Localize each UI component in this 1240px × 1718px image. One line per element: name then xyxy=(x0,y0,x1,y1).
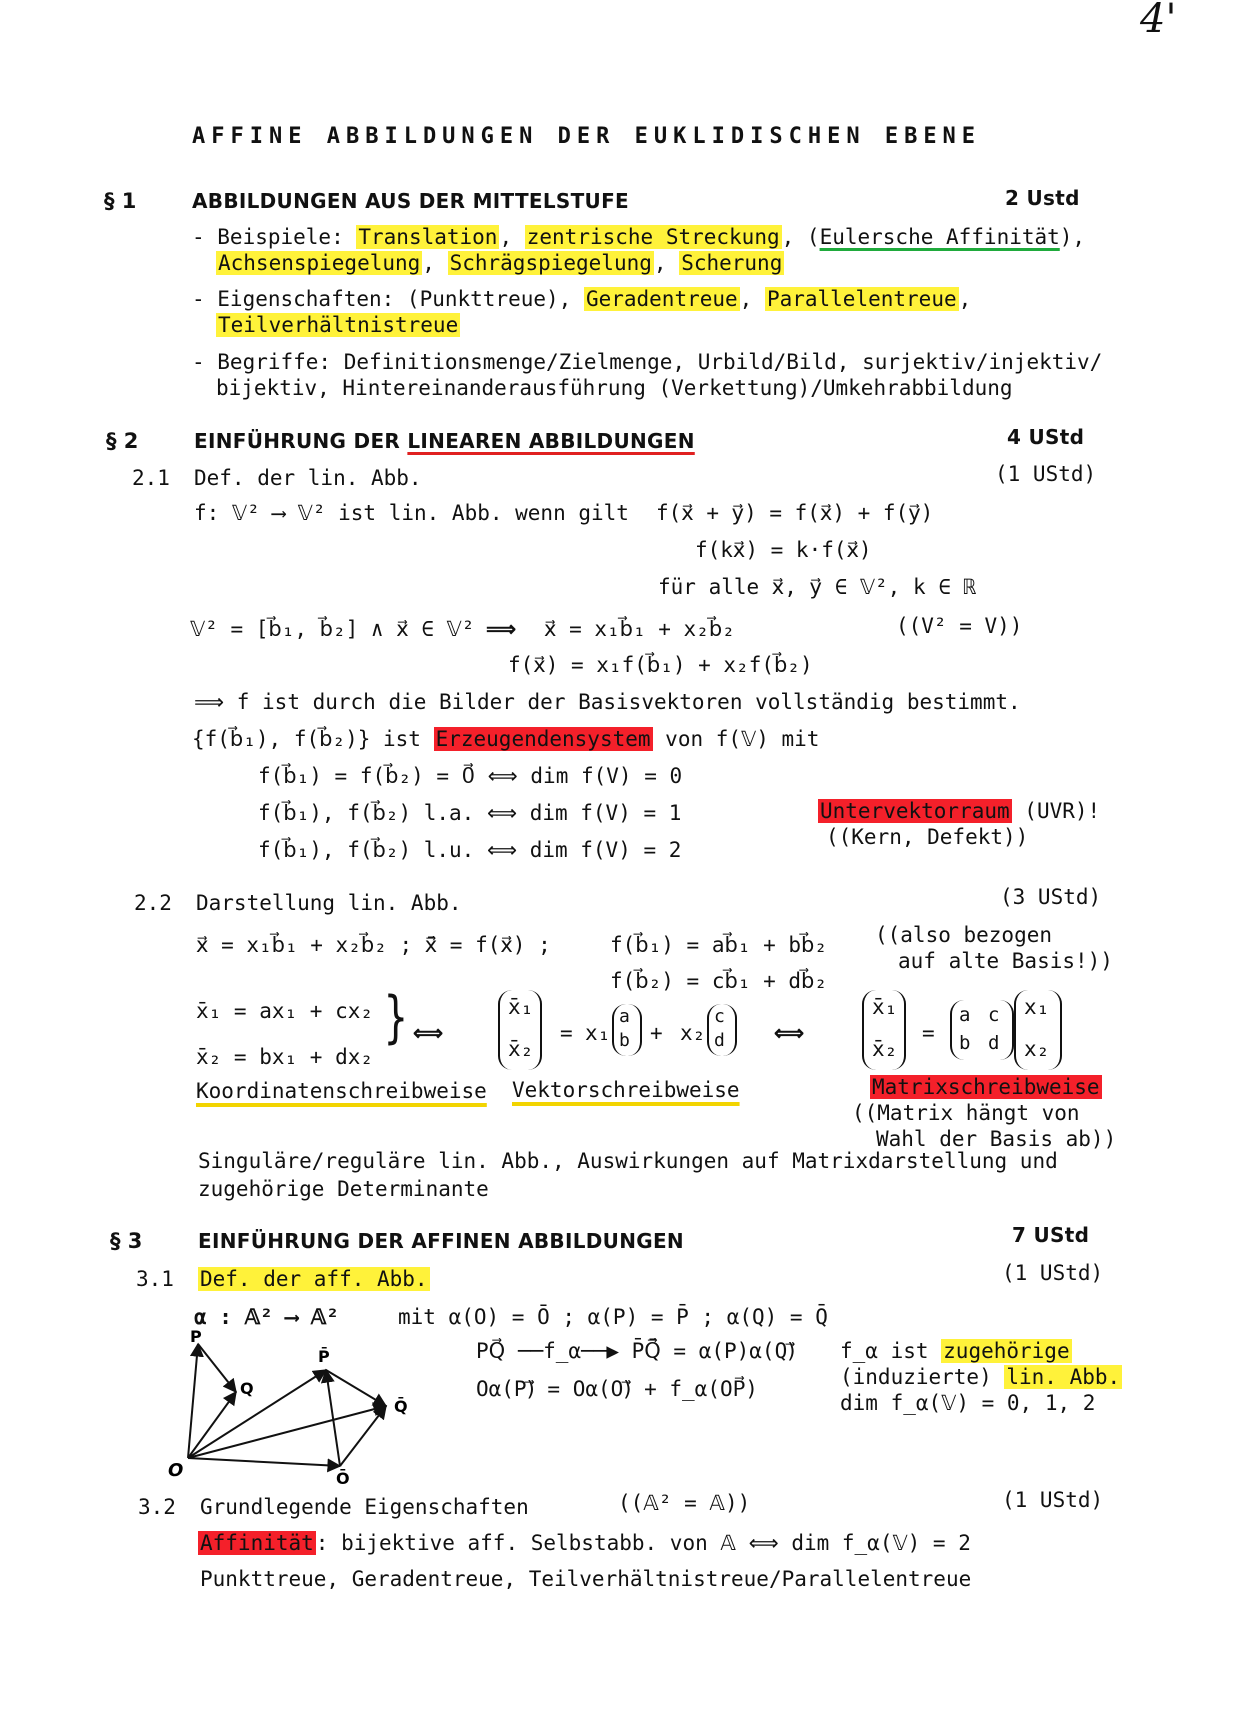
basis-expansion: x⃗ = x₁b⃗₁ + x₂b⃗₂ xyxy=(544,617,735,641)
lineare-abbildungen-term: LINEAREN ABBILDUNGEN xyxy=(407,429,695,453)
vector-op xyxy=(188,1344,198,1458)
label-obar: Ō xyxy=(336,1469,350,1486)
geradentreue-term: Geradentreue xyxy=(585,287,738,311)
induced-map-line1 xyxy=(840,1338,1072,1364)
affine-properties: Punkttreue, Geradentreue, Teilverhältnistreue/Parallelentreue xyxy=(200,1567,972,1591)
parallelentreue-term: Parallelentreue xyxy=(766,287,957,311)
vector-coef-x1: x₁ xyxy=(585,1021,611,1045)
section-1-hours: 2 Ustd xyxy=(1005,186,1080,210)
induced-map-line2 xyxy=(840,1364,1122,1390)
image-of-b1: f(b⃗₁) = ab⃗₁ + bb⃗₂ xyxy=(610,933,827,957)
basis-statement: 𝕍² = [b⃗₁, b⃗₂] ∧ x⃗ ∈ 𝕍² xyxy=(190,617,475,641)
matrix-lhs-1: x̄₁ xyxy=(872,995,898,1019)
matrix-basis-note-1: ((Matrix hängt von xyxy=(852,1101,1080,1125)
affine-map-signature: α : 𝔸² ⟶ 𝔸² xyxy=(194,1305,339,1329)
separator: , xyxy=(958,287,972,311)
vector-plus: + xyxy=(650,1021,663,1045)
subsection-2-2-number: 2.2 xyxy=(134,891,172,915)
dim-case-0: f(b⃗₁) = f(b⃗₂) = 0⃗ ⟺ dim f(V) = 0 xyxy=(258,764,683,788)
vector-c: c xyxy=(714,1006,725,1027)
s1-terms-line2: bijektiv, Hintereinanderausführung (Verkettung)/Umkehrabbildung xyxy=(216,376,1013,400)
affinity-definition-text: : bijektive aff. Selbstabb. von 𝔸 ⟺ dim f_α(𝕍) = 2 xyxy=(315,1531,971,1555)
matrix-lhs-2: x̄₂ xyxy=(872,1037,898,1061)
properties-prefix: - Eigenschaften: (Punkttreue), xyxy=(192,287,584,311)
generating-suffix: von f(𝕍) mit xyxy=(652,727,820,751)
induziert-term: (induzierte) xyxy=(840,1365,1005,1389)
linear-map-definition: f: 𝕍² ⟶ 𝕍² ist lin. Abb. wenn gilt xyxy=(194,501,629,525)
vector-xbar xyxy=(498,990,542,1070)
label-koordinatenschreibweise xyxy=(196,1078,487,1104)
section-2-hours: 4 UStd xyxy=(1007,425,1085,449)
section-2-heading-prefix: EINFÜHRUNG DER xyxy=(194,429,408,453)
translation-term: Translation xyxy=(358,225,498,249)
vector-o-pbar xyxy=(188,1370,326,1458)
matrix-abcd xyxy=(950,1000,1014,1060)
s1-properties-line1 xyxy=(192,286,971,312)
vektor-term: Vektorschreibweise xyxy=(512,1078,740,1102)
basis-reference-note-1: ((also bezogen xyxy=(875,923,1053,947)
singular-regular-line2: zugehörige Determinante xyxy=(198,1177,489,1201)
subsection-2-2-heading: Darstellung lin. Abb. xyxy=(196,891,462,915)
matrix-term: Matrixschreibweise xyxy=(872,1075,1100,1099)
homogeneity-equation: f(kx⃗) = k·f(x⃗) xyxy=(695,538,872,562)
streckung-term: zentrische Streckung xyxy=(526,225,780,249)
affinitaet-term: Affinität xyxy=(200,1531,314,1555)
vector-obar-qbar xyxy=(340,1406,386,1466)
coordinate-eq-1: x̄₁ = ax₁ + cx₂ xyxy=(196,999,374,1023)
vector-equals: = xyxy=(560,1021,573,1045)
generating-system-line xyxy=(192,726,819,752)
separator: ), xyxy=(1059,225,1086,249)
section-1-heading: ABBILDUNGEN AUS DER MITTELSTUFE xyxy=(192,189,630,213)
induced-prefix: f_α ist xyxy=(840,1339,942,1363)
lin-abb-term: lin. Abb. xyxy=(1006,1365,1121,1389)
generating-prefix: {f(b⃗₁), f(b⃗₂)} ist xyxy=(192,727,434,751)
coordinate-eq-2: x̄₂ = bx₁ + dx₂ xyxy=(196,1045,374,1069)
vector-d: d xyxy=(714,1030,725,1051)
vector-b: b xyxy=(619,1030,630,1051)
image-expansion: f(x⃗) = x₁f(b⃗₁) + x₂f(b⃗₂) xyxy=(508,653,813,677)
section-2-number: § 2 xyxy=(106,429,139,453)
matrix-lhs-vector xyxy=(862,990,906,1070)
subsection-3-2-note: ((𝔸² = 𝔸)) xyxy=(618,1491,751,1515)
label-pbar: P̄ xyxy=(318,1347,330,1366)
vector-coef-x2: x₂ xyxy=(680,1021,706,1045)
affine-map-conditions: mit α(O) = Ō ; α(P) = P̄ ; α(Q) = Q̄ xyxy=(398,1305,828,1329)
uvr-line xyxy=(818,798,1100,824)
subsection-3-2-hours: (1 UStd) xyxy=(1002,1488,1104,1512)
separator: , xyxy=(739,287,765,311)
page-number-mark: 4' xyxy=(1140,0,1177,42)
separator: , ( xyxy=(781,225,820,249)
dim-case-2: f(b⃗₁), f(b⃗₂) l.u. ⟺ dim f(V) = 2 xyxy=(258,838,682,862)
matrix-equals: = xyxy=(922,1021,935,1045)
vector-o-obar xyxy=(188,1458,340,1466)
vector-op-decomposition: Oα(P)⃗ = Oα(O)⃗ + f_α(OP⃗) xyxy=(476,1377,758,1401)
matrix-rhs-1: x₁ xyxy=(1024,995,1050,1019)
separator: , xyxy=(422,251,448,275)
induced-map-dimension: dim f_α(𝕍) = 0, 1, 2 xyxy=(840,1391,1096,1415)
label-qbar: Q̄ xyxy=(394,1397,408,1416)
scherung-term: Scherung xyxy=(681,251,783,275)
image-of-b2: f(b⃗₂) = cb⃗₁ + db⃗₂ xyxy=(610,969,827,993)
singular-regular-line1: Singuläre/reguläre lin. Abb., Auswirkungen auf Matrixdarstellung und xyxy=(198,1149,1058,1173)
label-matrixschreibweise xyxy=(870,1074,1102,1100)
matrix-a: a xyxy=(959,1004,971,1026)
subsection-3-1-heading xyxy=(198,1266,430,1292)
vector-o-qbar xyxy=(188,1406,386,1458)
matrix-b: b xyxy=(959,1032,971,1054)
label-vektorschreibweise xyxy=(512,1077,740,1103)
additivity-equation: f(x⃗ + y⃗) = f(x⃗) + f(y⃗) xyxy=(656,501,934,525)
subsection-2-1-number: 2.1 xyxy=(132,466,170,490)
vector-xbar-1: x̄₁ xyxy=(508,995,534,1019)
label-q: Q xyxy=(240,1379,254,1398)
s1-terms-line1: - Begriffe: Definitionsmenge/Zielmenge, Urbild/Bild, surjektiv/injektiv/ xyxy=(192,350,1103,374)
s1-properties-line2 xyxy=(216,312,460,338)
quantifier-line: für alle x⃗, y⃗ ∈ 𝕍², k ∈ ℝ xyxy=(658,575,977,599)
matrix-rhs-2: x₂ xyxy=(1024,1037,1050,1061)
untervektorraum-term: Untervektorraum xyxy=(820,799,1010,823)
uvr-suffix: (UVR)! xyxy=(1011,799,1101,823)
subsection-2-2-hours: (3 UStd) xyxy=(1000,885,1102,909)
section-1-number: § 1 xyxy=(104,189,137,213)
basis-note: ((V² = V)) xyxy=(896,614,1023,638)
basis-reference-note-2: auf alte Basis!)) xyxy=(898,949,1113,973)
section-3-heading: EINFÜHRUNG DER AFFINEN ABBILDUNGEN xyxy=(198,1229,684,1253)
coordinate-definition-row: x⃗ = x₁b⃗₁ + x₂b⃗₂ ; x̄⃗ = f(x⃗) ; xyxy=(196,933,551,957)
euler-term: Eulersche Affinität xyxy=(819,225,1060,249)
vector-pq xyxy=(198,1344,236,1392)
implies-arrow: ⟹ xyxy=(486,617,517,641)
vector-ab xyxy=(612,1004,642,1056)
zugehoerige-term: zugehörige xyxy=(943,1339,1070,1363)
right-brace: } xyxy=(383,985,409,1050)
equivalence-arrow-1: ⟺ xyxy=(413,1021,444,1045)
subsection-3-2-number: 3.2 xyxy=(138,1495,176,1519)
separator: , xyxy=(653,251,680,275)
subsection-3-1-number: 3.1 xyxy=(136,1267,174,1291)
separator: , xyxy=(499,225,525,249)
matrix-basis-note-2: Wahl der Basis ab)) xyxy=(876,1127,1117,1151)
teilverhaeltnistreue-term: Teilverhältnistreue xyxy=(218,313,459,337)
document-title: AFFINE ABBILDUNGEN DER EUKLIDISCHEN EBENE xyxy=(192,124,982,149)
def-aff-abb-term: Def. der aff. Abb. xyxy=(200,1267,428,1291)
matrix-rhs-vector xyxy=(1014,990,1062,1070)
kern-defekt-note: ((Kern, Defekt)) xyxy=(826,825,1029,849)
subsection-2-1-hours: (1 UStd) xyxy=(995,462,1097,486)
label-p: P xyxy=(190,1327,202,1346)
koordinaten-term: Koordinatenschreibweise xyxy=(196,1079,487,1103)
subsection-3-2-heading: Grundlegende Eigenschaften xyxy=(200,1495,529,1519)
schraegspiegelung-term: Schrägspiegelung xyxy=(449,251,652,275)
section-3-number: § 3 xyxy=(110,1229,143,1253)
subsection-3-1-hours: (1 UStd) xyxy=(1002,1261,1104,1285)
s1-examples-line1 xyxy=(192,224,1085,250)
affinity-definition xyxy=(198,1530,971,1556)
label-o: O xyxy=(168,1460,184,1481)
erzeugendensystem-term: Erzeugendensystem xyxy=(435,727,651,751)
achsenspiegelung-term: Achsenspiegelung xyxy=(218,251,421,275)
vector-cd xyxy=(707,1004,737,1056)
dim-case-1: f(b⃗₁), f(b⃗₂) l.a. ⟺ dim f(V) = 1 xyxy=(258,801,682,825)
equivalence-arrow-2: ⟺ xyxy=(774,1021,805,1045)
basis-conclusion: ⟹ f ist durch die Bilder der Basisvektoren vollständig bestimmt. xyxy=(194,690,1021,714)
vector-pbar-qbar xyxy=(326,1370,386,1406)
section-2-heading xyxy=(194,428,695,454)
vector-a: a xyxy=(619,1006,630,1027)
vector-xbar-2: x̄₂ xyxy=(508,1037,534,1061)
matrix-d: d xyxy=(988,1032,1000,1054)
s1-examples-line2 xyxy=(216,250,784,276)
matrix-c: c xyxy=(988,1004,1000,1026)
section-3-hours: 7 UStd xyxy=(1012,1223,1090,1247)
vector-pq-mapping: PQ⃗ ──f_α──▶ P̄Q̄⃗ = α(P)α(Q)⃗ xyxy=(476,1339,796,1363)
affine-map-figure xyxy=(150,1326,450,1486)
s1-examples-prefix: - Beispiele: xyxy=(192,225,357,249)
subsection-2-1-heading: Def. der lin. Abb. xyxy=(194,466,422,490)
